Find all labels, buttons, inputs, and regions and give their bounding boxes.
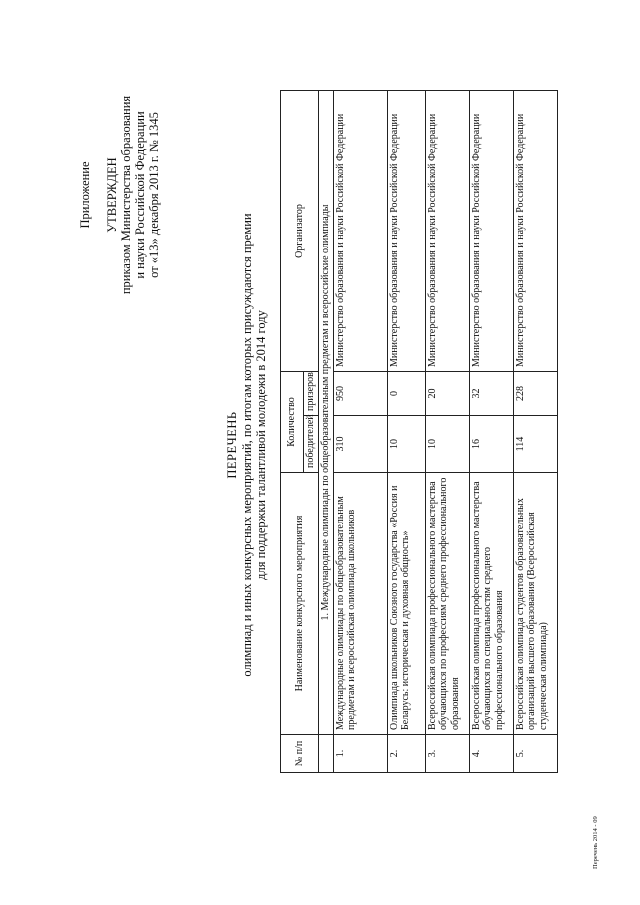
table-row [387, 91, 425, 773]
row-name: Международные олимпиады по общеобразовательным предметам и всероссийская олимпиада школьников [333, 473, 387, 735]
table-header-row [281, 91, 304, 773]
events-table [280, 90, 558, 773]
row-prizewinners: 20 [425, 372, 469, 416]
row-name: Всероссийская олимпиада профессионального мастерства обучающихся по профессиям среднего профессионального образования [425, 473, 469, 735]
row-num: 3. [425, 735, 469, 773]
document-heading [225, 95, 269, 795]
row-name: Всероссийская олимпиада профессионального мастерства обучающихся по специальностям среднего профессионального образования [469, 473, 513, 735]
appendix-label: Приложение [78, 161, 92, 229]
row-winners: 10 [425, 416, 469, 473]
row-num: 2. [387, 735, 425, 773]
row-num: 5. [513, 735, 557, 773]
approval-line: от «13» декабря 2013 г. № 1345 [147, 112, 161, 278]
header-prizewinners: призеров [304, 372, 319, 416]
table-row [333, 91, 387, 773]
row-organizer: Министерство образования и науки Российской Федерации [333, 91, 387, 372]
row-organizer: Министерство образования и науки Российской Федерации [425, 91, 469, 372]
header-winners: победителей [304, 416, 319, 473]
row-prizewinners: 0 [387, 372, 425, 416]
row-prizewinners: 950 [333, 372, 387, 416]
header-count: Количество [281, 372, 304, 473]
document-subtitle-line: олимпиад и иных конкурсных мероприятий, по итогам которых присуждаются премии [239, 213, 254, 677]
approval-line: и науки Российской Федерации [133, 111, 147, 279]
row-winners: 310 [333, 416, 387, 473]
table-row [469, 91, 513, 773]
row-winners: 16 [469, 416, 513, 473]
row-winners: 10 [387, 416, 425, 473]
document-subtitle-line: для поддержки талантливой молодежи в 2014 году [254, 310, 268, 580]
section-title: 1. Международные олимпиады по общеобразовательным предметам и всероссийские олимпиады [319, 91, 334, 735]
footer-code: Перечень 2014 - 09 [592, 816, 599, 869]
table-row [513, 91, 557, 773]
header-organizer: Организатор [281, 91, 319, 372]
row-name: Всероссийская олимпиада студентов образовательных организаций высшего образования (Всероссийская студенческая олимпиада) [513, 473, 557, 735]
approval-line: УТВЕРЖДЕН [105, 157, 119, 233]
row-prizewinners: 32 [469, 372, 513, 416]
header-num: № п/п [281, 735, 319, 773]
row-prizewinners: 228 [513, 372, 557, 416]
table-row [425, 91, 469, 773]
row-organizer: Министерство образования и науки Российской Федерации [469, 91, 513, 372]
row-organizer: Министерство образования и науки Российской Федерации [513, 91, 557, 372]
row-num: 1. [333, 735, 387, 773]
header-name: Наименование конкурсного мероприятия [281, 473, 319, 735]
row-winners: 114 [513, 416, 557, 473]
row-organizer: Министерство образования и науки Российской Федерации [387, 91, 425, 372]
row-num: 4. [469, 735, 513, 773]
document-title: ПЕРЕЧЕНЬ [225, 411, 239, 479]
section-row [319, 91, 334, 773]
approval-line: приказом Министерства образования [119, 95, 133, 295]
row-name: Олимпиада школьников Союзного государства «Россия и Беларусь: историческая и духовная общность» [387, 473, 425, 735]
approval-block [78, 45, 161, 345]
